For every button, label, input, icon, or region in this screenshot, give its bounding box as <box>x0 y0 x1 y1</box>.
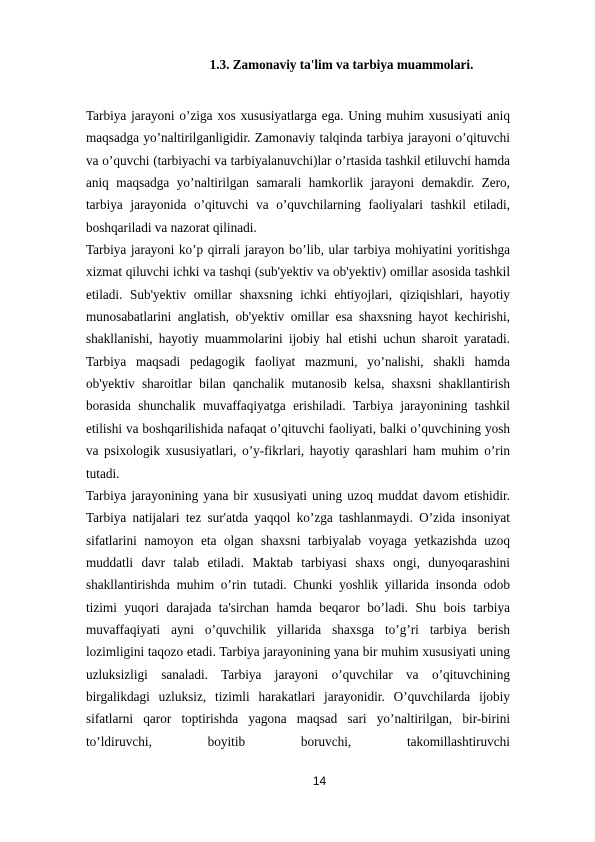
paragraph-3: Tarbiya jarayonining yana bir xususiyati uning uzoq muddat davom etishidir. Tarbiya natijalari tez sur'atda yaqqol ko’zga tashlanmaydi. O’zida insoniyat sifatlarini namoyon eta olgan shaxsni tarbiyalab voyaga yetkazishda uzoq muddatli davr talab etiladi. Maktab tarbiyasi shaxs ongi, dunyoqarashini shakllantirishda muhim o’rin tutadi. Chunki yoshlik yillarida insonda odob tizimi yuqori darajada ta'sirchan hamda beqaror bo’ladi. Shu bois tarbiya muvaffaqiyati ayni o’quvchilik yillarida shaxsga to’g’ri tarbiya berish lozimligini taqozo etadi. Tarbiya jarayonining yana bir muhim xususiyati uning uzluksizligi sanaladi. Tarbiya jarayoni o’quvchilar va o’qituvchining birgalikdagi uzluksiz, tizimli harakatlari jarayonidir. O’quvchilarda ijobiy sifatlarni qaror toptirishda yagona maqsad sari yo’naltirilgan, bir-birini to’ldiruvchi, boyitib boruvchi, takomillashtiruvchi <box>86 487 510 749</box>
paragraph-2: Tarbiya jarayoni ko’p qirrali jarayon bo’lib, ular tarbiya mohiyatini yoritishga xizmat qiluvchi ichki va tashqi (sub'yektiv va ob'yektiv) omillar asosida tashkil etiladi. Sub'yektiv omillar shaxsning ichki ehtiyojlari, qiziqishlari, hayotiy munosabatlarini anglatish, ob'yektiv omillar esa shaxsning hayot kechirishi, shakllanishi, hayotiy muammolarini ijobiy hal etishi uchun sharoit yaratadi. Tarbiya maqsadi pedagogik faoliyat mazmuni, yo’nalishi, shakli hamda ob'yektiv sharoitlar bilan qanchalik mutanosib kelsa, shaxsni shakllantirish borasida shunchalik muvaffaqiyatga erishiladi. Tarbiya jarayonining tashkil etilishi va boshqarilishida nafaqat o’qituvchi faoliyati, balki o’quvchining yosh va psixologik xususiyatlari, o’y-fikrlari, hayotiy qarashlari ham muhim o’rin tutadi. <box>86 242 510 481</box>
page-number: 14 <box>312 774 327 788</box>
body-text <box>86 105 510 753</box>
section-heading: 1.3. Zamonaviy ta'lim va tarbiya muammolari. <box>209 57 474 72</box>
paragraph-1: Tarbiya jarayoni o’ziga xos xususiyatlarga ega. Uning muhim xususiyati aniq maqsadga yo’naltirilganligidir. Zamonaviy talqinda tarbiya jarayoni o’qituvchi va o’quvchi (tarbiyachi va tarbiyalanuvchi)lar o’rtasida tashkil etiluvchi hamda aniq maqsadga yo’naltirilgan samarali hamkorlik jarayoni demakdir. Zero, tarbiya jarayonida o’qituvchi va o’quvchilarning faoliyalari tashkil etiladi, boshqariladi va nazorat qilinadi. <box>86 108 510 235</box>
